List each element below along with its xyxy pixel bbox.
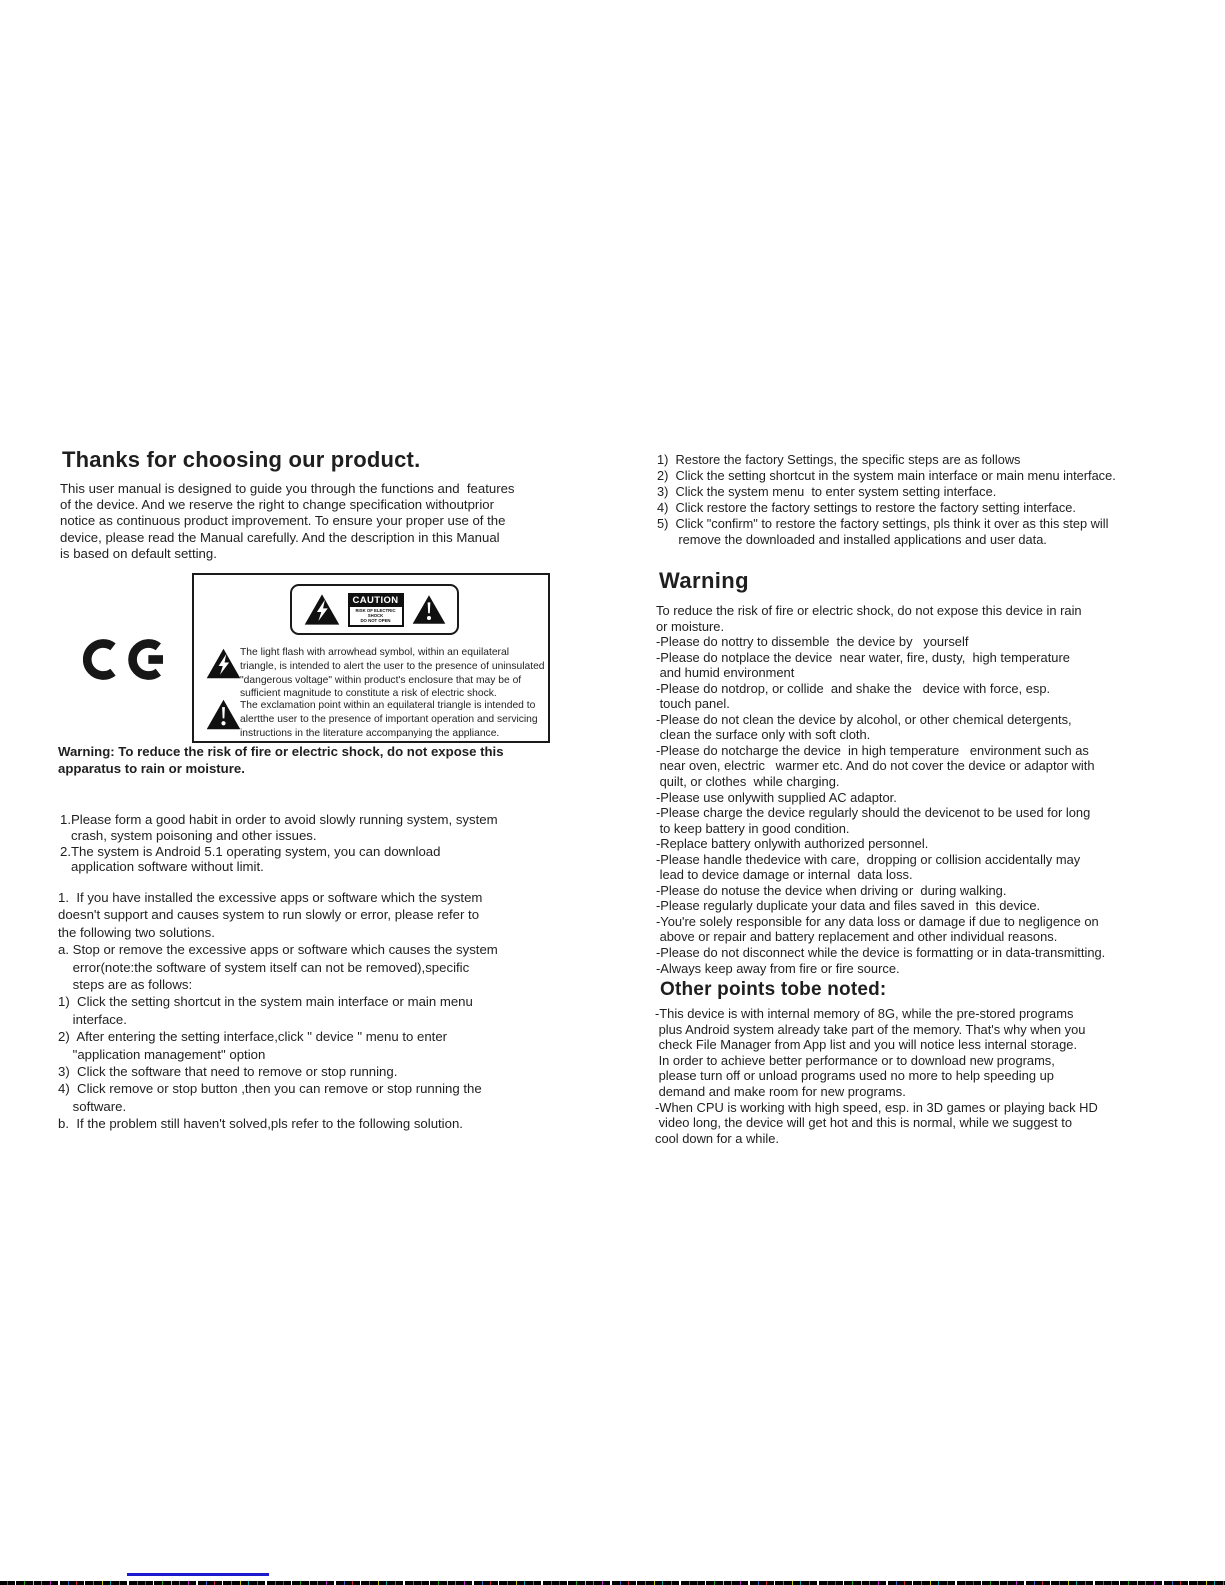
warning-list: To reduce the risk of fire or electric shock, do not expose this device in rain or moisture. -Please do nottry to dissemble the device by yourself -Please do notplace the device near water, fire, dusty, high temperature and humid environment -Please do notdrop, or collide and shake the device with force, esp. touch panel. -Please do not clean the device by alcohol, or other chemical detergents, clean the surface only with soft cloth. -Please do notcharge the device in high temperature environment such as near oven, electric warmer etc. And do not cover the device or adaptor with quilt, or clothes while charging. -Please use onlywith supplied AC adaptor. -Please charge the device regularly should the devicenot to be used for long to keep battery in good condition. -Replace battery onlywith authorized personnel. -Please handle thedevice with care, dropping or collision accidentally may lead to device damage or internal data loss. -Please do notuse the device when driving or during walking. -Please regularly duplicate your data and files saved in this device. -You're solely responsible for any data loss or damage if due to negligence on above or repair and battery replacement and other individual reasons. -Please do not disconnect while the device is formatting or in data-transmitting. -Always keep away from fire or fire source. xyxy=(656,603,1106,976)
other-points-list: -This device is with internal memory of 8G, while the pre-stored programs plus Android system already take part of the memory. That's why when you check File Manager from App list and you will notice less internal storage. In order to achieve better performance or to download new programs, please turn off or unload programs used no more to help speeding up demand and make room for new programs. -When CPU is working with high speed, esp. in 3D games or playing back HD video long, the device will get hot and this is normal, while we suggest to cool down for a while. xyxy=(655,1006,1098,1146)
light-flash-note: The light flash with arrowhead symbol, within an equilateral triangle, is intended to alert the user to the presence of uninsulated "dangerous voltage" within product's enclosure that may be of sufficient magnitude to constitute a risk of electric shock. xyxy=(240,647,545,700)
page-title: Thanks for choosing our product. xyxy=(62,447,421,472)
other-points-heading: Other points tobe noted: xyxy=(660,979,887,1000)
exclamation-triangle-icon xyxy=(412,593,446,626)
ce-mark-icon xyxy=(83,631,171,688)
footer-scan-noise-line xyxy=(0,1581,1225,1585)
solution-steps: 1. If you have installed the excessive apps or software which the system doesn't support and causes system to run slowly or error, please refer to the following two solutions. a. Stop or remove the excessive apps or software which causes the system error(note:the software of system itself can not be removed),specific steps are as follows: 1) Click the setting shortcut in the system main interface or main menu interface. 2) After entering the setting interface,click " device " menu to enter "application management" option 3) Click the software that need to remove or stop running. 4) Click remove or stop button ,then you can remove or stop running the software. b. If the problem still haven't solved,pls refer to the following solution. xyxy=(58,890,498,1132)
restore-factory-steps: 1) Restore the factory Settings, the specific steps are as follows 2) Click the setting shortcut in the system main interface or main menu interface. 3) Click the system menu to enter system setting interface. 4) Click restore the factory settings to restore the factory setting interface. 5) Click "confirm" to restore the factory settings, pls think it over as this step will remove the downloaded and installed applications and user data. xyxy=(657,452,1116,547)
lightning-triangle-icon xyxy=(304,593,340,626)
footer-blue-line xyxy=(127,1573,269,1576)
caution-label-block xyxy=(348,593,404,627)
intro-paragraph: This user manual is designed to guide you through the functions and features of the device. And we reserve the right to change specification withoutprior notice as continuous product improvement. To ensure your proper use of the device, please read the Manual carefully. And the description in this Manual is based on default setting. xyxy=(60,481,515,561)
exclamation-note: The exclamation point within an equilateral triangle is intended to alertthe user to the presence of important operation and servicing instructions in the literature accompanying the appliance. xyxy=(240,700,538,739)
habit-list: 1.Please form a good habit in order to avoid slowly running system, system crash, system poisoning and other issues. 2.The system is Android 5.1 operating system, you can download application software without limit. xyxy=(60,812,498,875)
warning-heading: Warning xyxy=(659,568,749,593)
caution-risk-text: RISK OF ELECTRIC SHOCK DO NOT OPEN xyxy=(350,607,402,625)
caution-label: CAUTION xyxy=(352,594,399,606)
warning-statement: Warning: To reduce the risk of fire or electric shock, do not expose this apparatus to rain or moisture. xyxy=(58,744,504,776)
caution-emblem xyxy=(290,584,459,635)
exclamation-triangle-icon xyxy=(206,694,241,735)
lightning-triangle-icon xyxy=(206,643,241,684)
caution-box xyxy=(192,573,550,743)
